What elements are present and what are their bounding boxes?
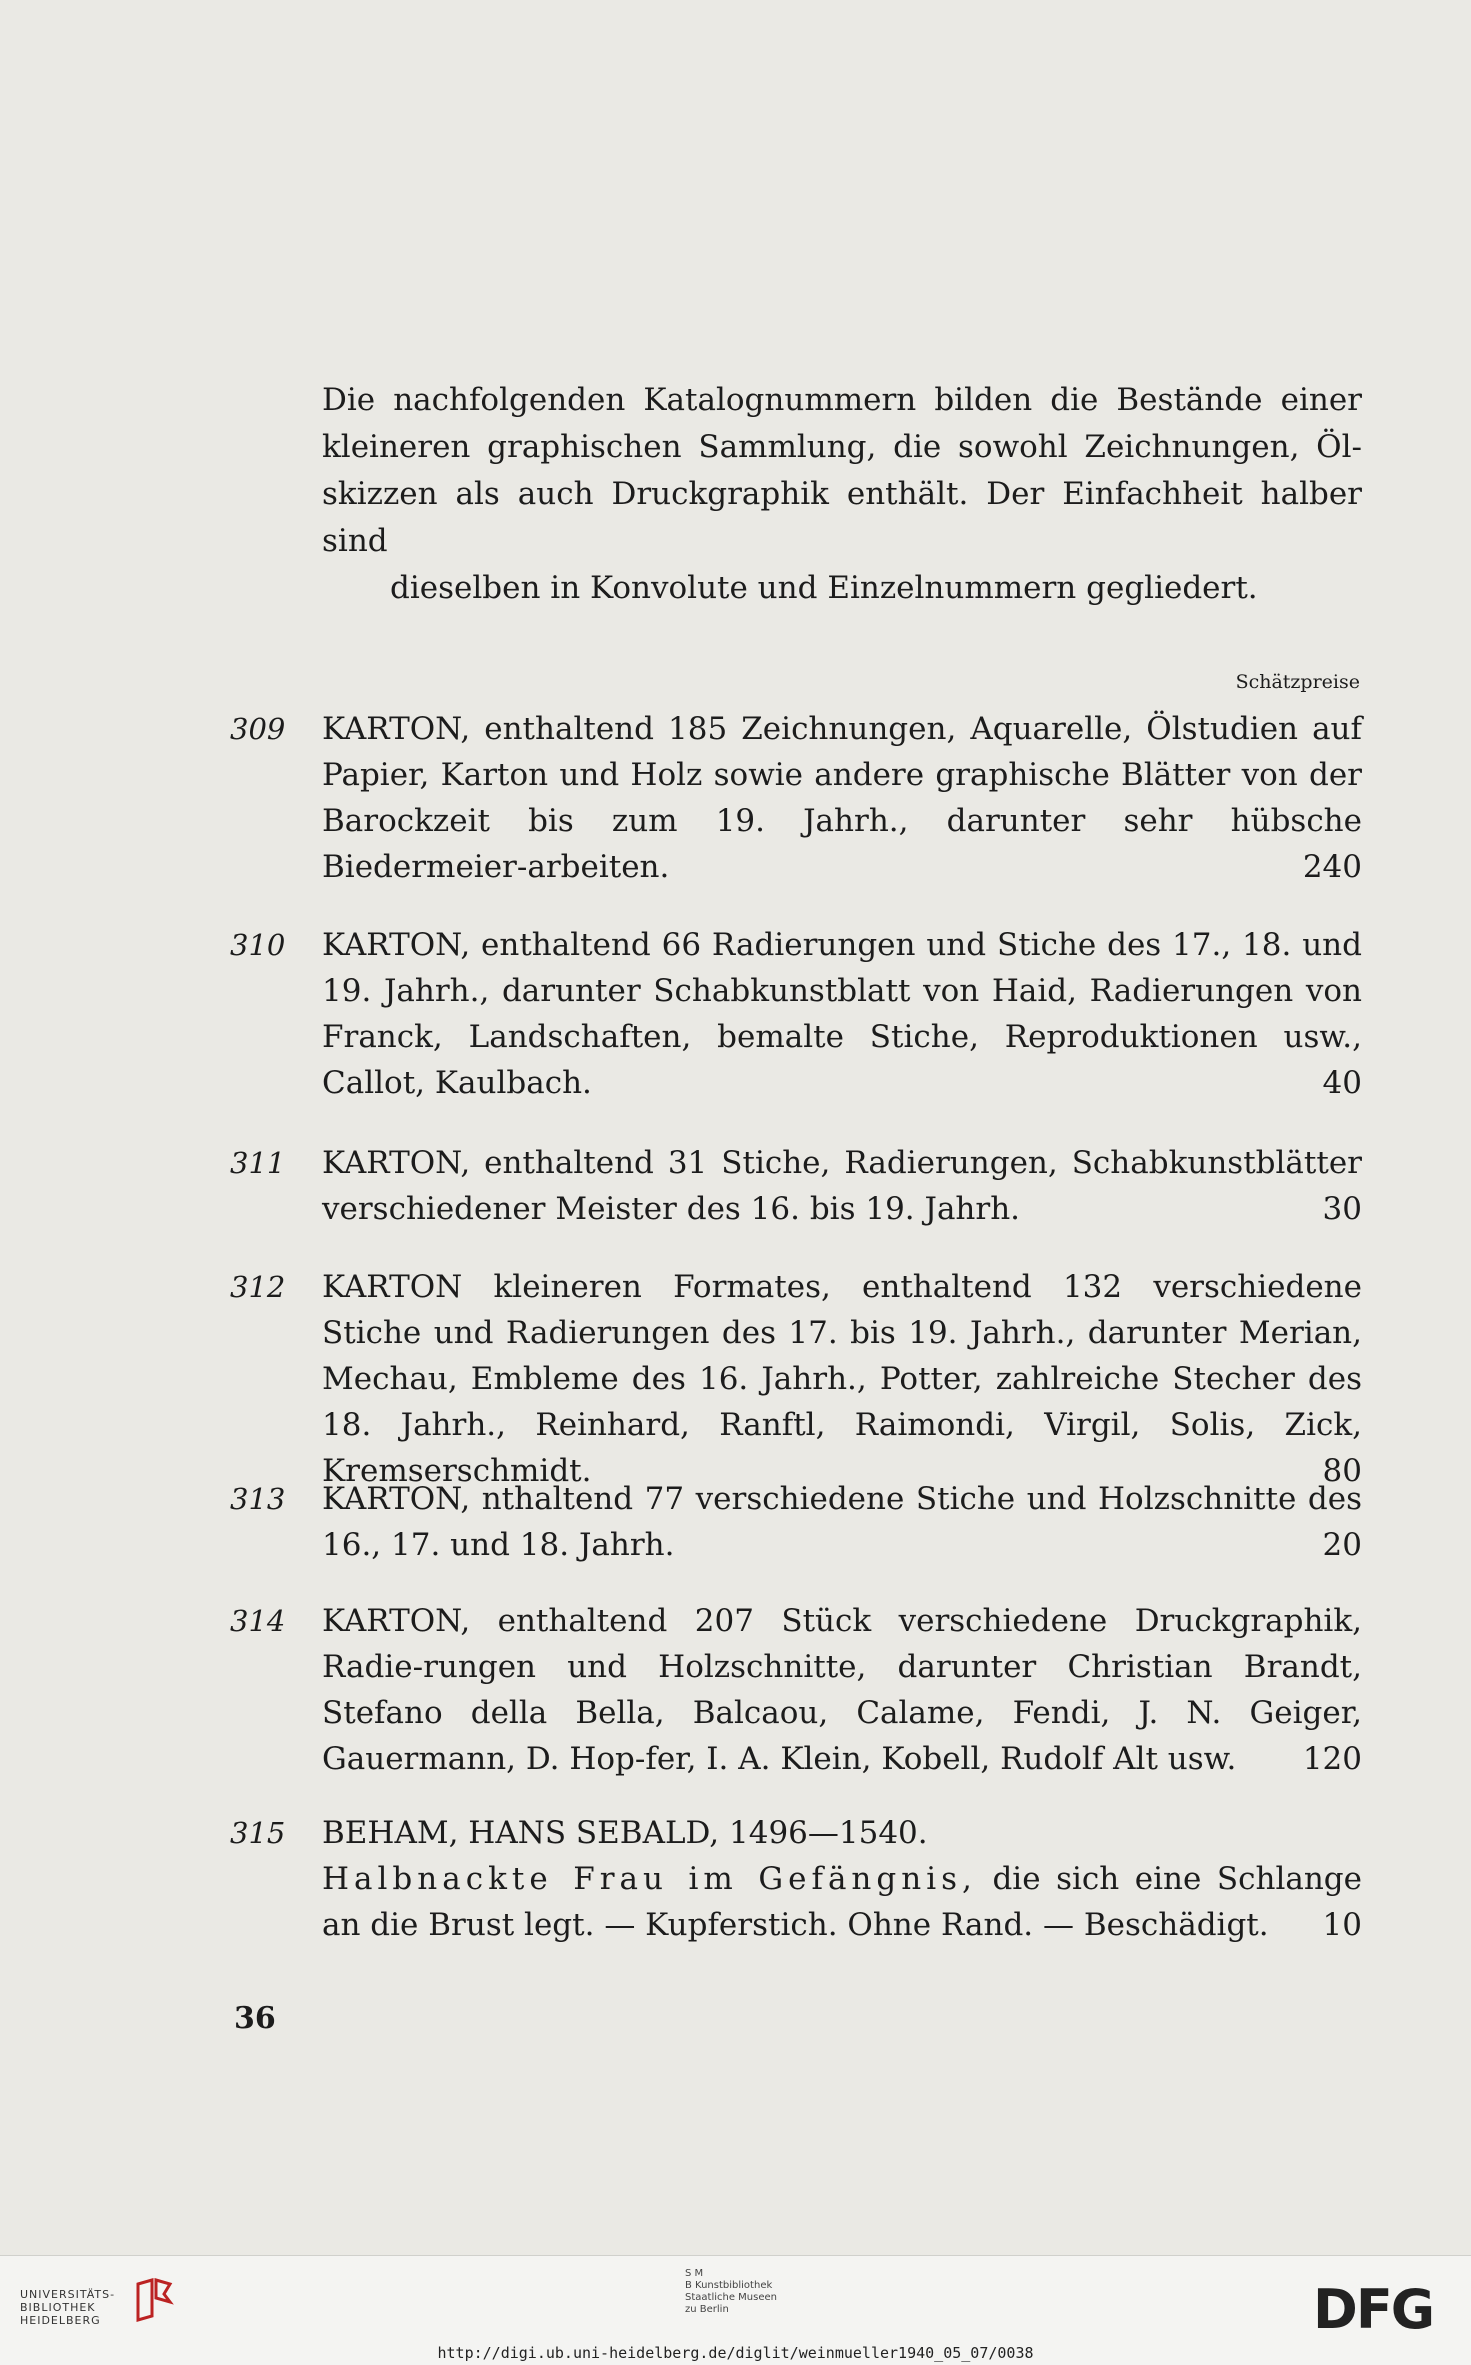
entry-text: die sich eine Schlange an die Brust legt. — Kupferstich. Ohne Rand. — Beschädigt. [322,1861,1362,1943]
entry-number: 309 [230,712,286,746]
catalog-entry [230,1810,1362,1948]
entry-price: 120 [1302,1741,1362,1777]
ub-line: BIBLIOTHEK [20,2301,96,2314]
entry-price: 20 [1322,1527,1362,1563]
entry-number: 311 [230,1146,286,1180]
entry-body [322,1598,1362,1782]
entry-body [322,1140,1362,1232]
digitization-footer [0,2255,1471,2365]
entry-text: KARTON, enthaltend 31 Stiche, Radierungen, Schabkunstblätter verschiedener Meister des 16. bis 19. Jahrh. [322,1145,1362,1227]
entry-number: 310 [230,928,286,962]
catalog-entry [230,706,1362,890]
ub-line: HEIDELBERG [20,2314,101,2327]
sm-line: Staatliche Museen [685,2292,777,2303]
price-column-header: Schätzpreise [1235,671,1360,693]
entry-number: 312 [230,1270,286,1304]
catalog-entry [230,1140,1362,1232]
entry-price: 10 [1322,1907,1362,1943]
page-number: 36 [234,2001,276,2036]
entry-number: 314 [230,1604,286,1638]
entry-text: KARTON, enthaltend 185 Zeichnungen, Aquarelle, Ölstudien auf Papier, Karton und Holz sowie andere graphische Blätter von der Barockzeit bis zum 19. Jahrh., darunter sehr hübsche Biedermeier-arbeiten. [322,711,1362,885]
sm-line: B Kunstbibliothek [685,2280,773,2291]
entry-price: 80 [1322,1453,1362,1489]
entry-text: KARTON, enthaltend 66 Radierungen und Stiche des 17., 18. und 19. Jahrh., darunter Schabkunstblatt von Haid, Radierungen von Franck, Landschaften, bemalte Stiche, Reproduktionen usw., Callot, Kaulbach. [322,927,1362,1101]
intro-paragraph [322,377,1362,612]
sm-line: zu Berlin [685,2304,729,2315]
smb-kunstbibliothek-label [685,2268,777,2316]
dfg-logo: DFG [1313,2278,1434,2341]
entry-text: KARTON kleineren Formates, enthaltend 132 verschiedene Stiche und Radierungen des 17. bis 19. Jahrh., darunter Merian, Mechau, Embleme des 16. Jahrh., Potter, zahlreiche Stecher des 18. Jahrh., Reinhard, Ranftl, Raimondi, Virgil, Solis, Zick, Kremserschmidt. [322,1269,1362,1489]
entry-title: Halbnackte Frau im Gefängnis, [322,1861,977,1897]
intro-last-line: dieselben in Konvolute und Einzelnummern gegliedert. [390,570,1258,606]
ub-line: UNIVERSITÄTS- [20,2288,116,2301]
entry-body [322,1810,1362,1948]
ub-heidelberg-label [20,2288,115,2327]
entry-body [322,922,1362,1106]
catalog-entry [230,922,1362,1106]
entry-body [322,1476,1362,1568]
entry-text: KARTON, nthaltend 77 verschiedene Stiche und Holzschnitte des 16., 17. und 18. Jahrh. [322,1481,1362,1563]
entry-body [322,1264,1362,1494]
ub-heidelberg-logo-icon [130,2276,178,2324]
intro-text: Die nachfolgenden Katalognummern bilden die Bestände einer kleineren graphischen Sammlung, die sowohl Zeichnungen, Öl-skizzen als auch Druckgraphik enthält. Der Einfachheit halber sind [322,382,1362,559]
entry-price: 240 [1302,849,1362,885]
entry-number: 315 [230,1816,286,1850]
source-url-link[interactable]: http://digi.ub.uni-heidelberg.de/diglit/weinmueller1940_05_07/0038 [437,2344,1034,2362]
entry-price: 40 [1322,1065,1362,1101]
catalog-entry [230,1598,1362,1782]
show-through-text [240,170,250,215]
sm-line: S M [685,2268,704,2279]
catalog-entry [230,1264,1362,1494]
entry-price: 30 [1322,1191,1362,1227]
entry-number: 313 [230,1482,286,1516]
entry-heading: BEHAM, HANS SEBALD, 1496—1540. [322,1815,928,1851]
entry-text: KARTON, enthaltend 207 Stück verschiedene Druckgraphik, Radie-rungen und Holzschnitte, darunter Christian Brandt, Stefano della Bella, Balcaou, Calame, Fendi, J. N. Geiger, Gauermann, D. Hop-fer, I. A. Klein, Kobell, Rudolf Alt usw. [322,1603,1362,1777]
catalog-entry [230,1476,1362,1568]
entry-body [322,706,1362,890]
